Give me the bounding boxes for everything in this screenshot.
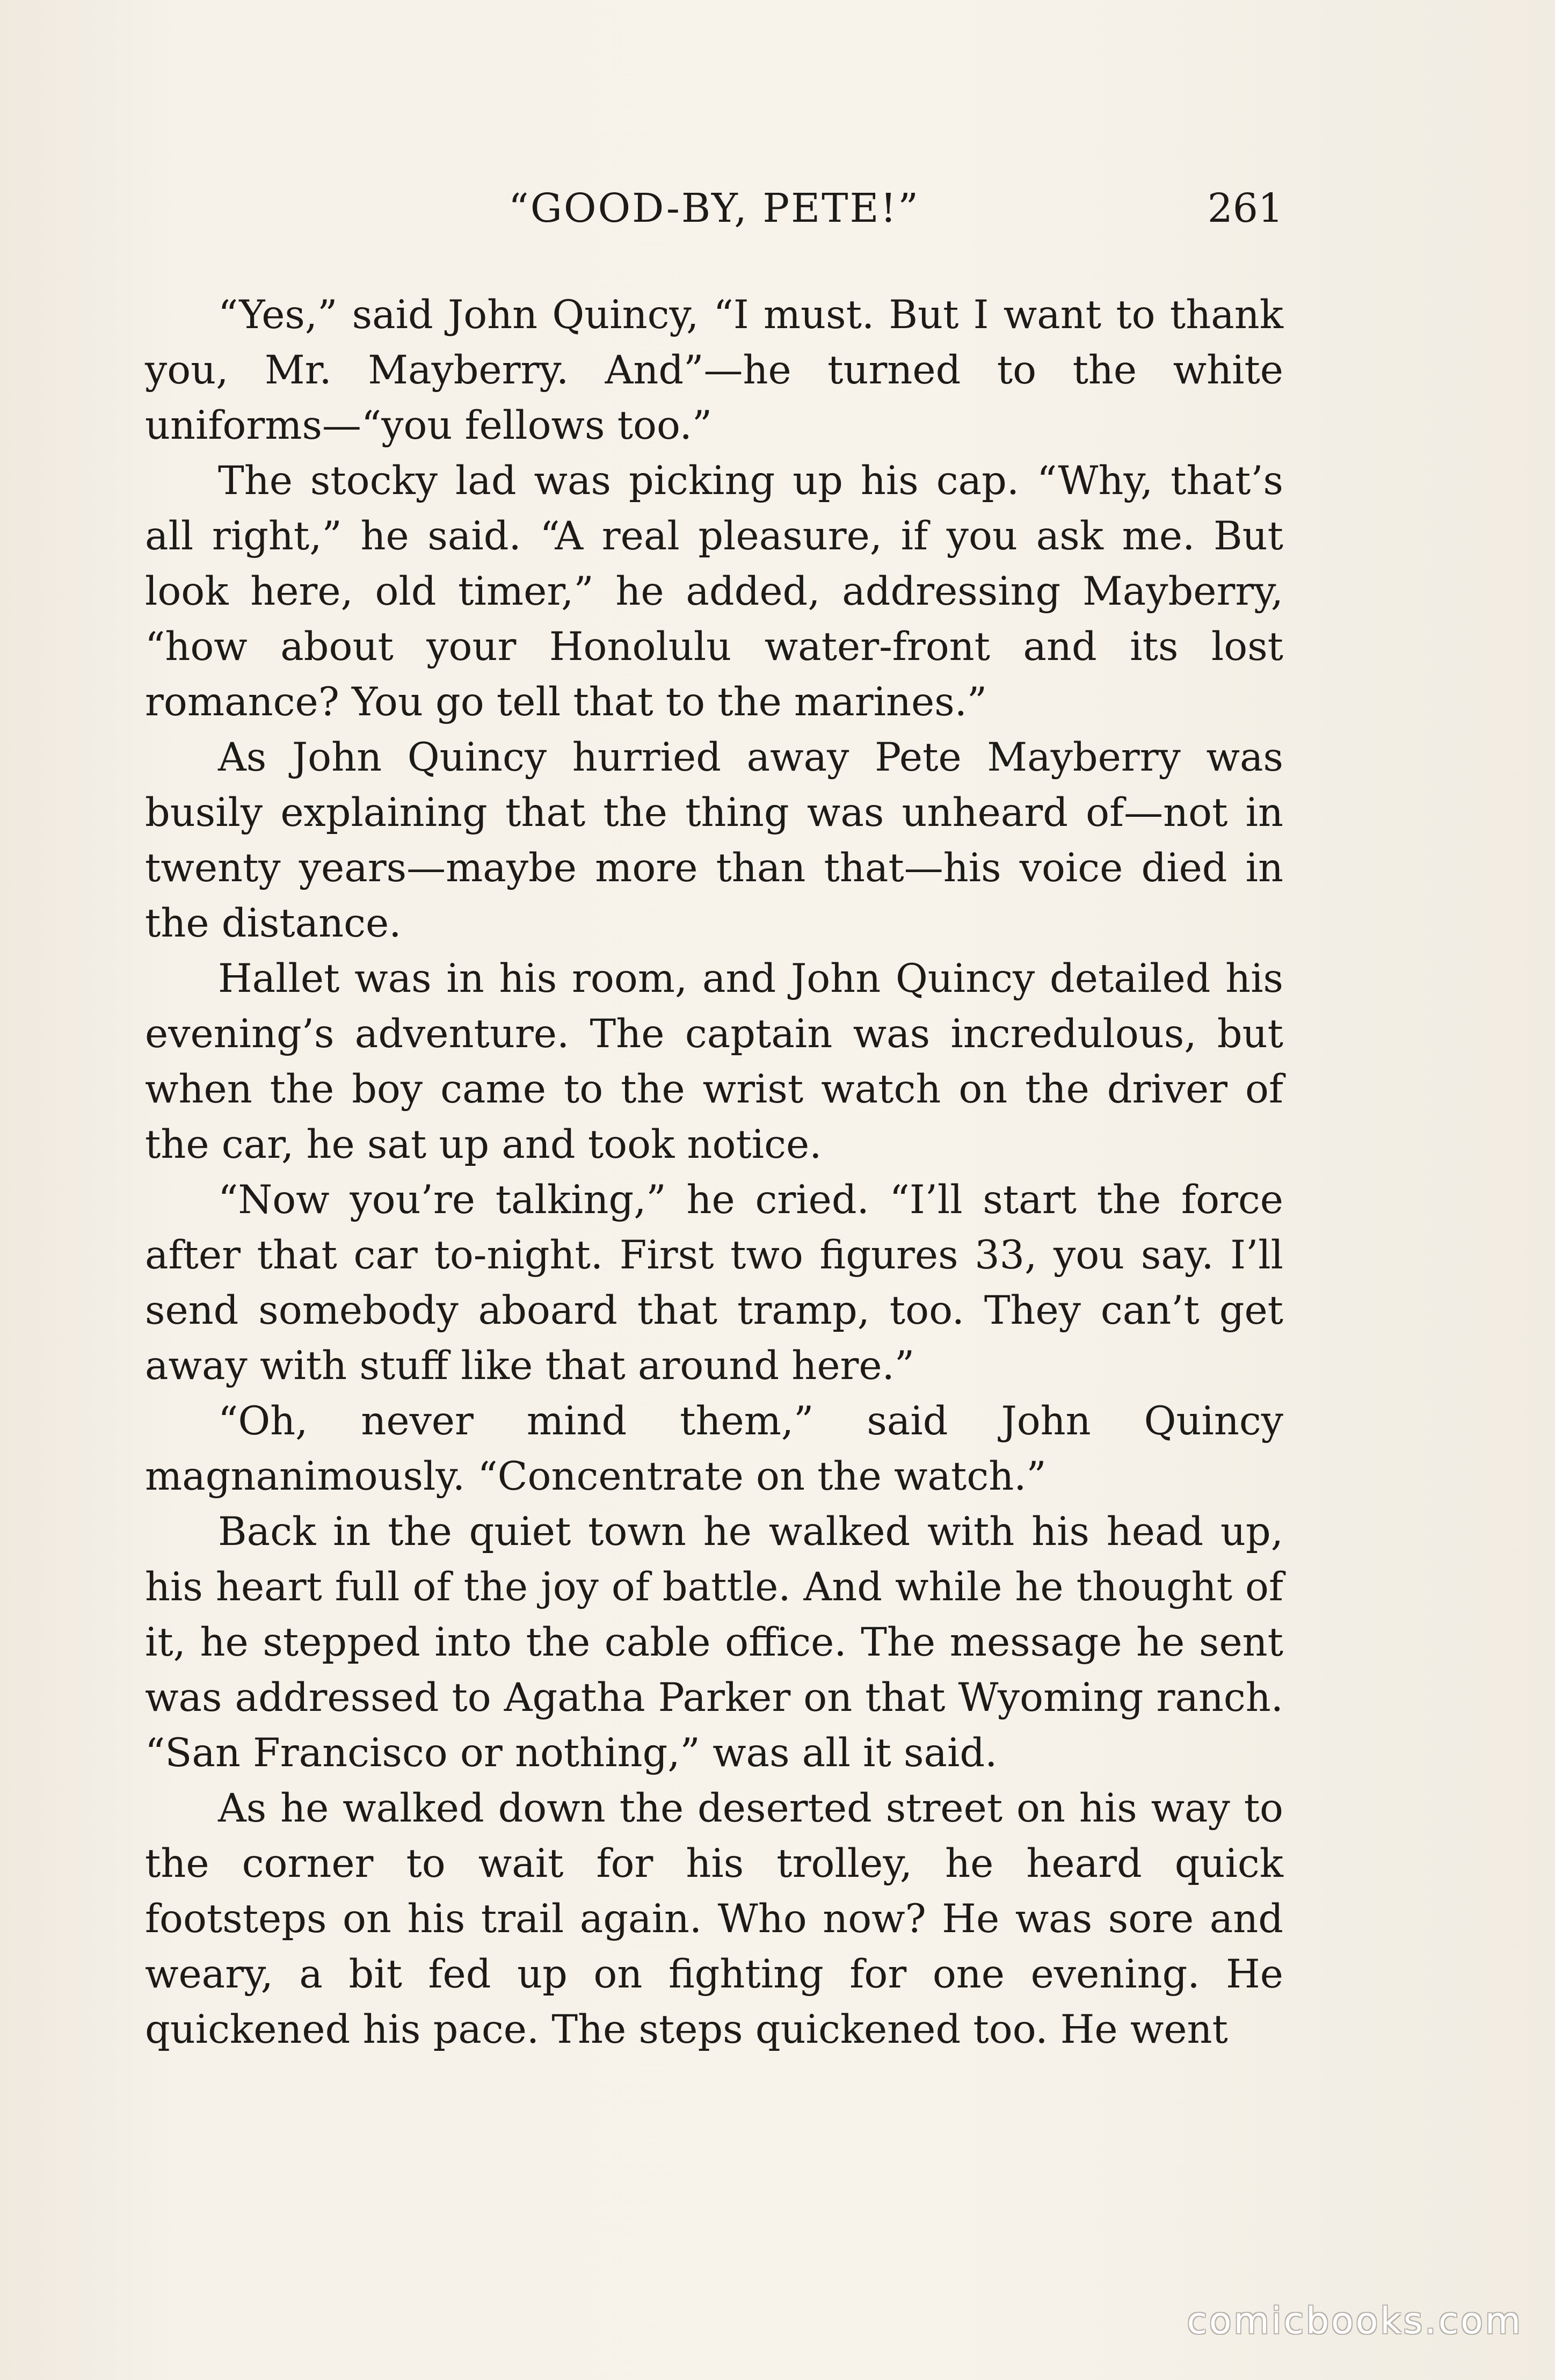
paragraph: The stocky lad was picking up his cap. “Why, that’s all right,” he said. “A real pleasure, if you ask me. But look here, old timer,” he added, addressing Mayberry, “how about your Honolulu water-front and its lost romance? You go tell that to the marines.” xyxy=(145,458,1283,725)
chapter-title: “GOOD-BY, PETE!” xyxy=(508,185,920,231)
paragraph: “Now you’re talking,” he cried. “I’ll start the force after that car to-night. First two figures 33, you say. I’ll send somebody aboard that tramp, too. They can’t get away with stuff like that around here.” xyxy=(145,1177,1283,1389)
paragraph: “Yes,” said John Quincy, “I must. But I want to thank you, Mr. Mayberry. And”—he turned to the white uniforms—“you fellows too.” xyxy=(145,292,1283,448)
paragraph: As John Quincy hurried away Pete Mayberry was busily explaining that the thing was unheard of—not in twenty years—maybe more than that—his voice died in the distance. xyxy=(145,735,1283,946)
body-text xyxy=(145,287,1283,2057)
paragraph: Back in the quiet town he walked with his head up, his heart full of the joy of battle. And while he thought of it, he stepped into the cable office. The message he sent was addressed to Agatha Parker on that Wyoming ranch. “San Francisco or nothing,” was all it said. xyxy=(145,1509,1283,1776)
site-watermark: comicbooks.com xyxy=(1187,2300,1523,2342)
running-head xyxy=(145,185,1283,244)
paragraph: As he walked down the deserted street on his way to the corner to wait for his trolley, he heard quick footsteps on his trail again. Who now? He was sore and weary, a bit fed up on fighting for one evening. He quickened his pace. The steps quickened too. He went xyxy=(145,1786,1283,2052)
page-number: 261 xyxy=(1207,185,1283,231)
paragraph: Hallet was in his room, and John Quincy detailed his evening’s adventure. The captain was incredulous, but when the boy came to the wrist watch on the driver of the car, he sat up and took notice. xyxy=(145,956,1283,1167)
paragraph: “Oh, never mind them,” said John Quincy magnanimously. “Concentrate on the watch.” xyxy=(145,1398,1283,1499)
